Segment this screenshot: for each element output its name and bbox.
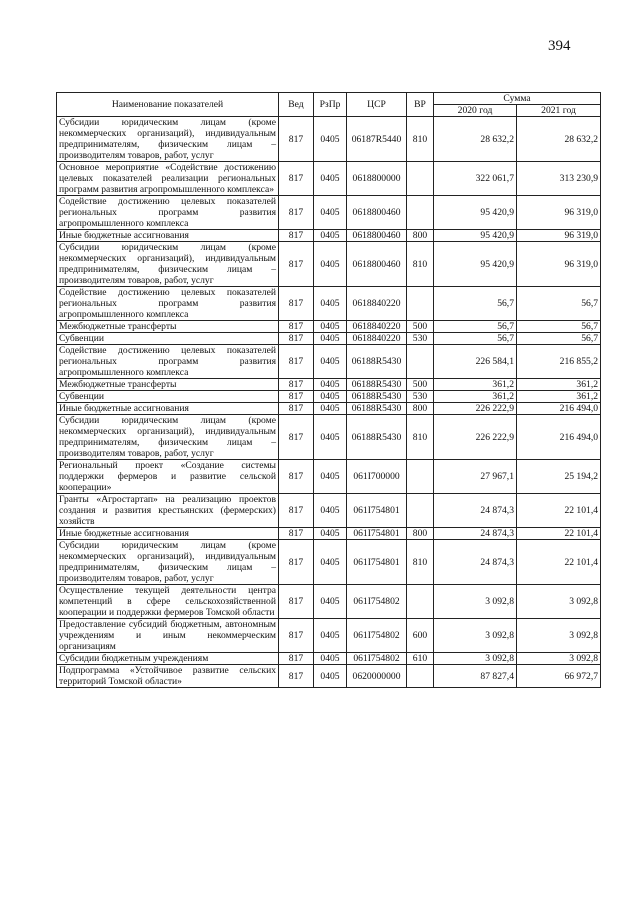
cell-csr: 0618800460: [347, 230, 407, 242]
table-body: [57, 117, 601, 688]
cell-rzpr: 0405: [314, 230, 347, 242]
cell-s2021: 96 319,0: [517, 230, 601, 242]
cell-vr: [407, 345, 434, 379]
cell-ved: 817: [279, 230, 314, 242]
header-year-2021: 2021 год: [517, 105, 601, 117]
cell-rzpr: 0405: [314, 494, 347, 528]
cell-name: Субсидии юридическим лицам (кроме некоммерческих организаций), индивидуальным предпринимателям, физическим лицам – производителям товаров, работ, услуг: [57, 242, 279, 287]
cell-rzpr: 0405: [314, 321, 347, 333]
cell-csr: 061I754801: [347, 528, 407, 540]
cell-rzpr: 0405: [314, 415, 347, 460]
table-row: [57, 665, 601, 688]
cell-s2020: 24 874,3: [434, 540, 517, 585]
cell-name: Содействие достижению целевых показателей региональных программ развития агропромышленного комплекса: [57, 287, 279, 321]
cell-vr: 500: [407, 321, 434, 333]
cell-rzpr: 0405: [314, 196, 347, 230]
table-row: [57, 345, 601, 379]
cell-s2021: 216 494,0: [517, 415, 601, 460]
header-vr: ВР: [407, 93, 434, 117]
cell-ved: 817: [279, 162, 314, 196]
cell-name: Субсидии юридическим лицам (кроме некоммерческих организаций), индивидуальным предпринимателям, физическим лицам – производителям товаров, работ, услуг: [57, 540, 279, 585]
cell-s2020: 226 222,9: [434, 403, 517, 415]
cell-s2020: 361,2: [434, 379, 517, 391]
cell-s2021: 56,7: [517, 321, 601, 333]
table-row: [57, 585, 601, 619]
cell-s2020: 56,7: [434, 287, 517, 321]
cell-s2020: 24 874,3: [434, 528, 517, 540]
header-name: Наименование показателей: [57, 93, 279, 117]
cell-vr: [407, 665, 434, 688]
cell-name: Предоставление субсидий бюджетным, автономным учреждениям и иным некоммерческим организациям: [57, 619, 279, 653]
cell-s2021: 96 319,0: [517, 196, 601, 230]
cell-s2021: 22 101,4: [517, 494, 601, 528]
table-row: [57, 333, 601, 345]
cell-ved: 817: [279, 242, 314, 287]
cell-rzpr: 0405: [314, 345, 347, 379]
cell-s2020: 361,2: [434, 391, 517, 403]
header-rzpr: РзПр: [314, 93, 347, 117]
cell-s2021: 3 092,8: [517, 619, 601, 653]
cell-vr: [407, 162, 434, 196]
header-csr: ЦСР: [347, 93, 407, 117]
cell-vr: [407, 287, 434, 321]
cell-rzpr: 0405: [314, 379, 347, 391]
cell-ved: 817: [279, 196, 314, 230]
cell-name: Субвенции: [57, 333, 279, 345]
cell-vr: 810: [407, 415, 434, 460]
cell-s2021: 96 319,0: [517, 242, 601, 287]
cell-name: Субсидии юридическим лицам (кроме некоммерческих организаций), индивидуальным предпринимателям, физическим лицам – производителям товаров, работ, услуг: [57, 415, 279, 460]
cell-vr: 810: [407, 117, 434, 162]
cell-rzpr: 0405: [314, 117, 347, 162]
budget-table: [56, 92, 601, 688]
cell-name: Иные бюджетные ассигнования: [57, 528, 279, 540]
cell-csr: 0618840220: [347, 321, 407, 333]
table-row: [57, 391, 601, 403]
cell-rzpr: 0405: [314, 619, 347, 653]
cell-csr: 0618800460: [347, 196, 407, 230]
table-row: [57, 619, 601, 653]
cell-vr: [407, 585, 434, 619]
cell-s2020: 3 092,8: [434, 619, 517, 653]
cell-name: Межбюджетные трансферты: [57, 321, 279, 333]
table-header: [57, 93, 601, 117]
table-row: [57, 379, 601, 391]
cell-csr: 06188R5430: [347, 379, 407, 391]
cell-s2021: 313 230,9: [517, 162, 601, 196]
cell-s2020: 87 827,4: [434, 665, 517, 688]
cell-name: Содействие достижению целевых показателей региональных программ развития агропромышленного комплекса: [57, 196, 279, 230]
cell-name: Субвенции: [57, 391, 279, 403]
cell-rzpr: 0405: [314, 333, 347, 345]
header-year-2020: 2020 год: [434, 105, 517, 117]
cell-name: Субсидии бюджетным учреждениям: [57, 653, 279, 665]
cell-s2020: 322 061,7: [434, 162, 517, 196]
table-row: [57, 196, 601, 230]
table-row: [57, 415, 601, 460]
cell-s2021: 22 101,4: [517, 528, 601, 540]
cell-ved: 817: [279, 460, 314, 494]
table-row: [57, 162, 601, 196]
table-row: [57, 403, 601, 415]
cell-csr: 061I754802: [347, 585, 407, 619]
cell-name: Осуществление текущей деятельности центра компетенций в сфере сельскохозяйственной кооперации и поддержки фермеров Томской области: [57, 585, 279, 619]
table-row: [57, 242, 601, 287]
cell-ved: 817: [279, 391, 314, 403]
cell-s2020: 56,7: [434, 333, 517, 345]
cell-s2021: 56,7: [517, 333, 601, 345]
cell-s2020: 28 632,2: [434, 117, 517, 162]
cell-csr: 0618840220: [347, 333, 407, 345]
cell-vr: 530: [407, 391, 434, 403]
cell-csr: 06187R5440: [347, 117, 407, 162]
cell-vr: [407, 196, 434, 230]
table-row: [57, 230, 601, 242]
page-number: 394: [548, 38, 571, 54]
cell-s2020: 95 420,9: [434, 196, 517, 230]
cell-s2020: 95 420,9: [434, 230, 517, 242]
cell-s2021: 3 092,8: [517, 585, 601, 619]
cell-vr: 610: [407, 653, 434, 665]
cell-csr: 061I754802: [347, 653, 407, 665]
cell-s2021: 361,2: [517, 391, 601, 403]
cell-s2020: 56,7: [434, 321, 517, 333]
cell-vr: 500: [407, 379, 434, 391]
cell-csr: 061I754802: [347, 619, 407, 653]
cell-csr: 06188R5430: [347, 403, 407, 415]
table-row: [57, 321, 601, 333]
cell-ved: 817: [279, 345, 314, 379]
cell-name: Основное мероприятие «Содействие достижению целевых показателей реализации региональных программ развития агропромышленного комплекса»: [57, 162, 279, 196]
cell-csr: 06188R5430: [347, 391, 407, 403]
cell-rzpr: 0405: [314, 391, 347, 403]
cell-csr: 061I754801: [347, 494, 407, 528]
cell-ved: 817: [279, 403, 314, 415]
cell-ved: 817: [279, 619, 314, 653]
cell-vr: [407, 460, 434, 494]
cell-s2020: 3 092,8: [434, 585, 517, 619]
cell-rzpr: 0405: [314, 653, 347, 665]
cell-vr: [407, 494, 434, 528]
header-ved: Вед: [279, 93, 314, 117]
cell-s2020: 95 420,9: [434, 242, 517, 287]
table-row: [57, 540, 601, 585]
cell-s2021: 28 632,2: [517, 117, 601, 162]
cell-ved: 817: [279, 585, 314, 619]
cell-name: Иные бюджетные ассигнования: [57, 230, 279, 242]
cell-vr: 800: [407, 230, 434, 242]
cell-csr: 0618800000: [347, 162, 407, 196]
cell-vr: 600: [407, 619, 434, 653]
cell-csr: 0620000000: [347, 665, 407, 688]
cell-s2021: 216 494,0: [517, 403, 601, 415]
table-row: [57, 528, 601, 540]
cell-s2021: 66 972,7: [517, 665, 601, 688]
cell-ved: 817: [279, 333, 314, 345]
cell-name: Подпрограмма «Устойчивое развитие сельских территорий Томской области»: [57, 665, 279, 688]
cell-vr: 800: [407, 528, 434, 540]
table-row: [57, 117, 601, 162]
cell-s2021: 3 092,8: [517, 653, 601, 665]
cell-s2020: 24 874,3: [434, 494, 517, 528]
cell-csr: 061I754801: [347, 540, 407, 585]
cell-s2020: 226 222,9: [434, 415, 517, 460]
cell-ved: 817: [279, 287, 314, 321]
cell-s2020: 27 967,1: [434, 460, 517, 494]
cell-rzpr: 0405: [314, 540, 347, 585]
table-row: [57, 494, 601, 528]
cell-s2021: 25 194,2: [517, 460, 601, 494]
cell-vr: 800: [407, 403, 434, 415]
cell-csr: 06188R5430: [347, 415, 407, 460]
cell-name: Гранты «Агростартап» на реализацию проектов создания и развития крестьянских (фермерских) хозяйств: [57, 494, 279, 528]
cell-rzpr: 0405: [314, 585, 347, 619]
cell-csr: 061I700000: [347, 460, 407, 494]
cell-ved: 817: [279, 415, 314, 460]
cell-ved: 817: [279, 494, 314, 528]
cell-rzpr: 0405: [314, 528, 347, 540]
cell-ved: 817: [279, 321, 314, 333]
cell-ved: 817: [279, 379, 314, 391]
table-row: [57, 653, 601, 665]
cell-s2021: 361,2: [517, 379, 601, 391]
cell-s2021: 56,7: [517, 287, 601, 321]
table-row: [57, 460, 601, 494]
cell-rzpr: 0405: [314, 665, 347, 688]
cell-vr: 530: [407, 333, 434, 345]
cell-ved: 817: [279, 117, 314, 162]
cell-csr: 0618800460: [347, 242, 407, 287]
cell-rzpr: 0405: [314, 460, 347, 494]
header-sum: Сумма: [434, 93, 601, 105]
cell-name: Субсидии юридическим лицам (кроме некоммерческих организаций), индивидуальным предпринимателям, физическим лицам – производителям товаров, работ, услуг: [57, 117, 279, 162]
table-row: [57, 287, 601, 321]
cell-rzpr: 0405: [314, 403, 347, 415]
cell-rzpr: 0405: [314, 287, 347, 321]
cell-vr: 810: [407, 540, 434, 585]
cell-name: Иные бюджетные ассигнования: [57, 403, 279, 415]
cell-ved: 817: [279, 665, 314, 688]
cell-ved: 817: [279, 653, 314, 665]
cell-name: Региональный проект «Создание системы поддержки фермеров и развитие сельской кооперации»: [57, 460, 279, 494]
cell-ved: 817: [279, 528, 314, 540]
cell-vr: 810: [407, 242, 434, 287]
cell-ved: 817: [279, 540, 314, 585]
cell-s2020: 3 092,8: [434, 653, 517, 665]
cell-name: Содействие достижению целевых показателей региональных программ развития агропромышленного комплекса: [57, 345, 279, 379]
cell-rzpr: 0405: [314, 242, 347, 287]
cell-csr: 06188R5430: [347, 345, 407, 379]
cell-s2021: 22 101,4: [517, 540, 601, 585]
cell-rzpr: 0405: [314, 162, 347, 196]
cell-s2021: 216 855,2: [517, 345, 601, 379]
cell-name: Межбюджетные трансферты: [57, 379, 279, 391]
cell-csr: 0618840220: [347, 287, 407, 321]
cell-s2020: 226 584,1: [434, 345, 517, 379]
